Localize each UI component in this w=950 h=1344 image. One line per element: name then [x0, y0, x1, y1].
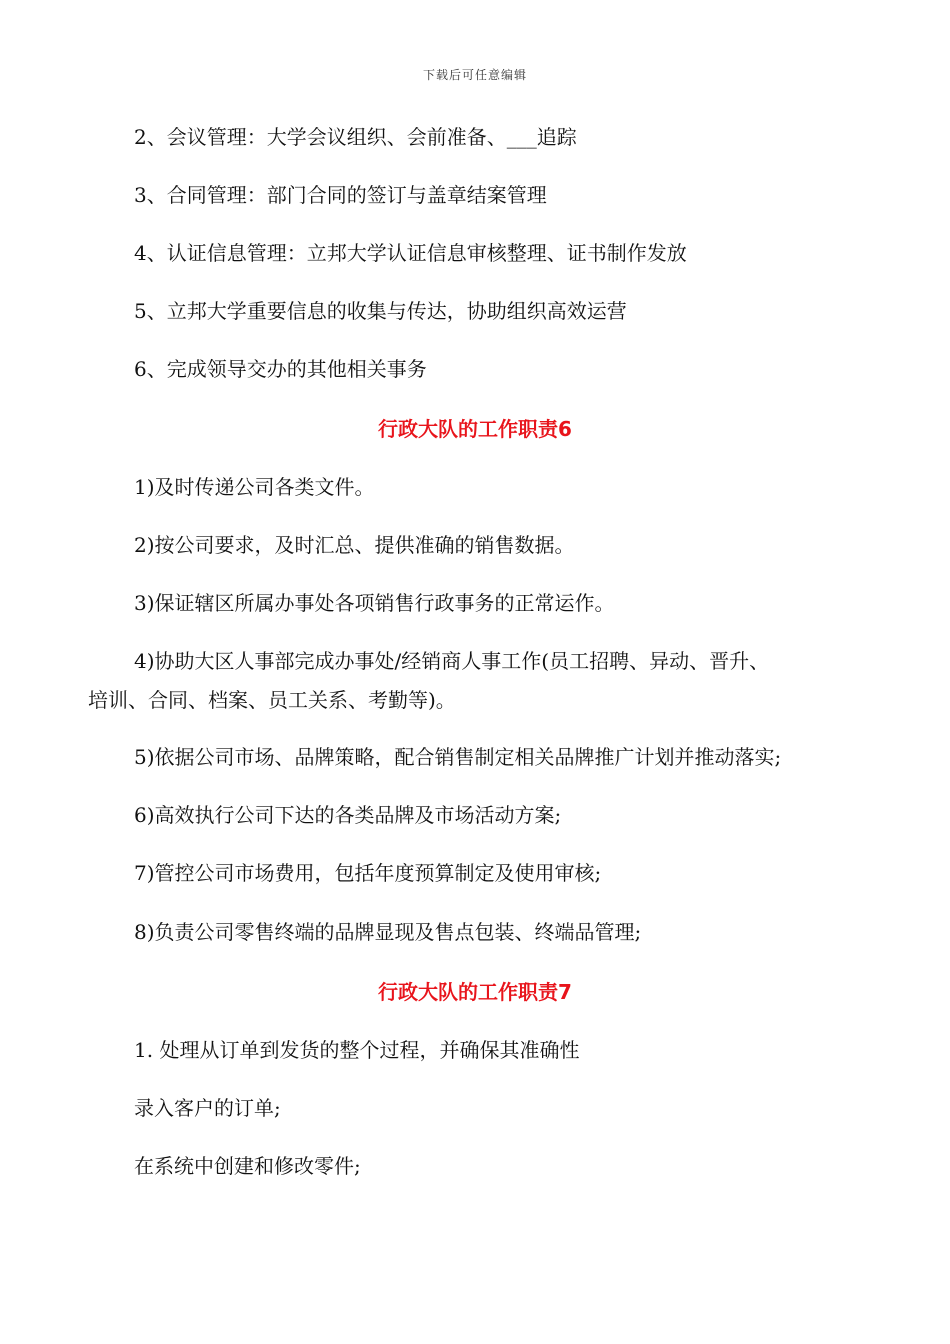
list-item-continuation: 培训、合同、档案、员工关系、考勤等)。: [88, 688, 456, 712]
list-item: 4)协助大区人事部完成办事处/经销商人事工作(员工招聘、异动、晋升、: [134, 649, 770, 673]
list-item: 8)负责公司零售终端的品牌显现及售点包装、终端品管理;: [134, 920, 642, 944]
list-item: 2、会议管理：大学会议组织、会前准备、___追踪: [134, 125, 577, 149]
list-item: 3、合同管理：部门合同的签订与盖章结案管理: [134, 183, 547, 207]
list-item: 4、认证信息管理：立邦大学认证信息审核整理、证书制作发放: [134, 241, 687, 265]
list-item: 7)管控公司市场费用，包括年度预算制定及使用审核;: [134, 861, 602, 885]
list-item: 5、立邦大学重要信息的收集与传达，协助组织高效运营: [134, 299, 627, 323]
list-item: 1)及时传递公司各类文件。: [134, 475, 375, 499]
list-item: 3)保证辖区所属办事处各项销售行政事务的正常运作。: [134, 591, 615, 615]
list-item: 1. 处理从订单到发货的整个过程，并确保其准确性: [134, 1038, 580, 1062]
list-item: 5)依据公司市场、品牌策略，配合销售制定相关品牌推广计划并推动落实;: [134, 745, 782, 769]
section-6-heading: 行政大队的工作职责6: [378, 417, 572, 441]
page-header-note: 下载后可任意编辑: [422, 68, 527, 82]
list-item: 在系统中创建和修改零件;: [134, 1154, 361, 1178]
list-item: 2)按公司要求，及时汇总、提供准确的销售数据。: [134, 533, 575, 557]
list-item: 6)高效执行公司下达的各类品牌及市场活动方案;: [134, 803, 562, 827]
list-item: 录入客户的订单;: [134, 1096, 281, 1120]
section-7-heading: 行政大队的工作职责7: [378, 980, 572, 1004]
list-item: 6、完成领导交办的其他相关事务: [134, 357, 427, 381]
